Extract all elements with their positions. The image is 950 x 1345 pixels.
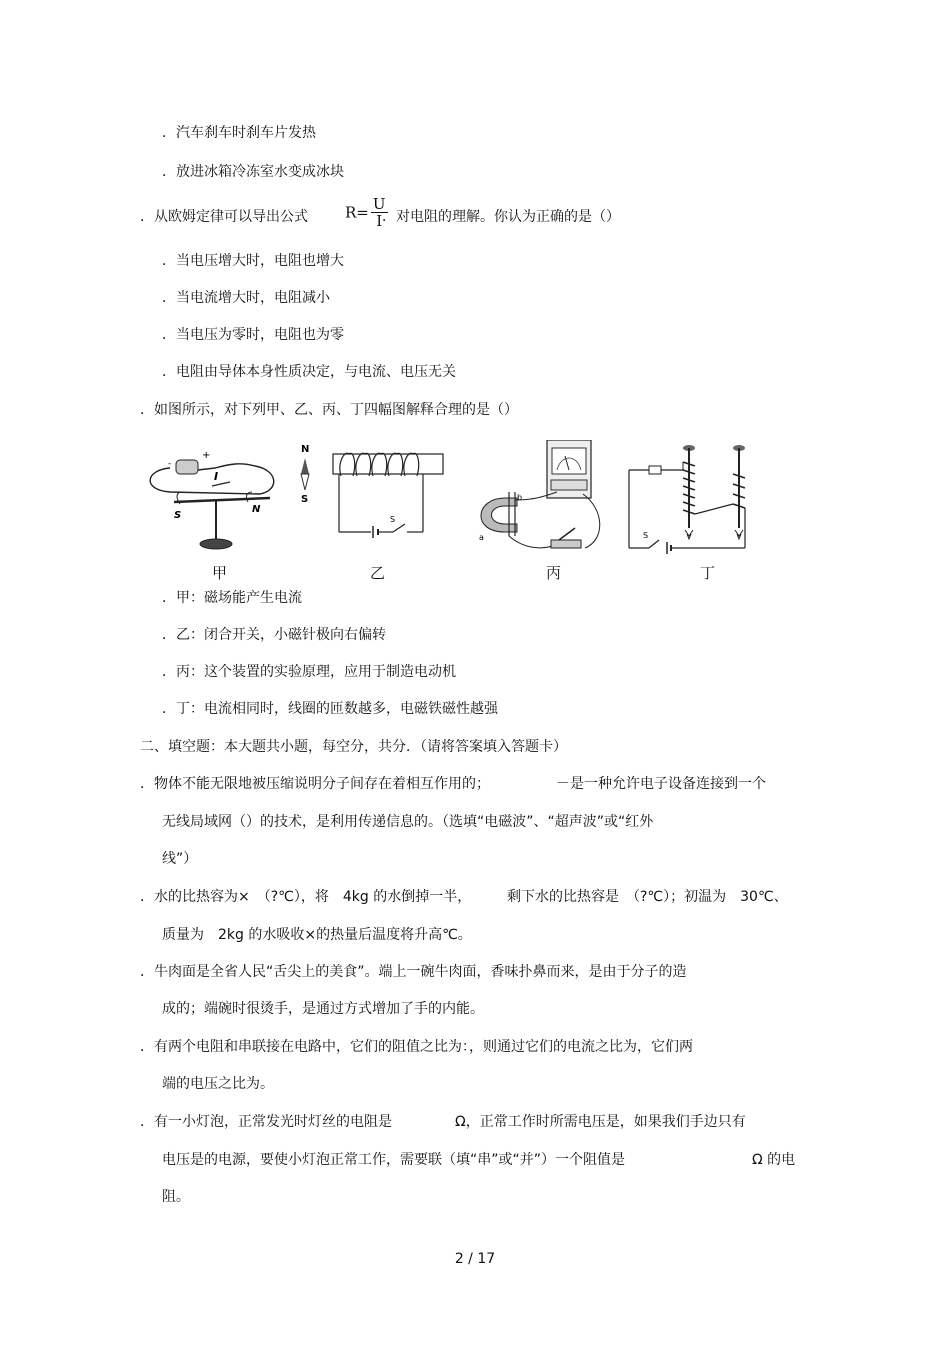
fill-4-line-2: 端的电压之比为。 bbox=[162, 1076, 274, 1092]
fill-2-line-2: 质量为 2kg 的水吸收×的热量后温度将升高℃。 bbox=[162, 927, 472, 943]
pole-s: S bbox=[174, 510, 182, 521]
formula-lhs: R= bbox=[345, 203, 369, 222]
current-label: I bbox=[214, 470, 219, 483]
caption-bing: 丙 bbox=[546, 564, 562, 582]
fill-5-line-1a: ．有一小灯泡，正常发光时灯丝的电阻是 bbox=[140, 1114, 392, 1130]
switch-s-yi: S bbox=[390, 515, 396, 524]
pole-n: N bbox=[252, 504, 261, 515]
battery-minus: - bbox=[168, 459, 172, 469]
fill-5-line-2a: 电压是的电源，要使小灯泡正常工作，需要联（填“串”或“并”）一个阻值是 bbox=[162, 1152, 626, 1168]
option-ohm-2: ．当电流增大时，电阻减小 bbox=[162, 290, 330, 306]
label-b: b bbox=[517, 493, 523, 502]
option-fig-1: ．甲：磁场能产生电流 bbox=[162, 590, 302, 606]
option-a3: ．汽车刹车时刹车片发热 bbox=[162, 125, 316, 141]
fill-5-line-3: 阻。 bbox=[162, 1189, 190, 1205]
option-fig-3: ．丙：这个装置的实验原理，应用于制造电动机 bbox=[162, 664, 456, 680]
caption-ding: 丁 bbox=[700, 564, 716, 582]
fill-1-line-1b: －是一种允许电子设备连接到一个 bbox=[556, 776, 766, 792]
fill-4-line-1: ．有两个电阻和串联接在电路中，它们的阻值之比为：，则通过它们的电流之比为，它们两 bbox=[140, 1039, 693, 1055]
fill-1-line-3: 线”） bbox=[162, 851, 198, 867]
option-ohm-3: ．当电压为零时，电阻也为零 bbox=[162, 327, 344, 343]
figure-ding bbox=[625, 440, 760, 565]
question-ohm-prefix: ．从欧姆定律可以导出公式 bbox=[140, 209, 308, 225]
option-fig-4: ．丁：电流相同时，线圈的匝数越多，电磁铁磁性越强 bbox=[162, 701, 498, 717]
formula-denominator: I bbox=[376, 212, 383, 230]
question-ohm-suffix: ．对电阻的理解。你认为正确的是（） bbox=[382, 209, 620, 225]
option-fig-2: ．乙：闭合开关，小磁针极向右偏转 bbox=[162, 627, 386, 643]
figure-row bbox=[140, 440, 760, 590]
option-a4: ．放进冰箱冷冻室水变成冰块 bbox=[162, 164, 344, 180]
page-number: 2 / 17 bbox=[454, 1251, 496, 1267]
figure-jia bbox=[140, 440, 280, 560]
formula-numerator: U bbox=[372, 195, 386, 213]
fill-5-line-2b: Ω 的电 bbox=[752, 1152, 796, 1168]
switch-s-ding: S bbox=[643, 531, 649, 540]
fill-2-line-1b: 剩下水的比热容是 （?℃）；初温为 30℃、 bbox=[507, 889, 788, 905]
fill-3-line-2: 成的；端碗时很烫手，是通过方式增加了手的内能。 bbox=[162, 1001, 484, 1017]
figure-yi bbox=[295, 440, 455, 560]
fill-3-line-1: ．牛肉面是全省人民“舌尖上的美食”。端上一碗牛肉面，香味扑鼻而来，是由于分子的造 bbox=[140, 964, 687, 980]
figure-bing bbox=[465, 440, 615, 565]
fill-1-line-2: 无线局域网（）的技术，是利用传递信息的。（选填“电磁波”、“超声波”或“红外 bbox=[162, 814, 654, 830]
fill-5-line-1b: Ω，正常工作时所需电压是，如果我们手边只有 bbox=[455, 1114, 746, 1130]
fill-1-line-1a: ．物体不能无限地被压缩说明分子间存在着相互作用的； bbox=[140, 776, 490, 792]
needle-s: S bbox=[301, 494, 309, 505]
caption-jia: 甲 bbox=[212, 564, 228, 582]
option-ohm-4: ．电阻由导体本身性质决定，与电流、电压无关 bbox=[162, 364, 456, 380]
caption-yi: 乙 bbox=[370, 564, 386, 582]
option-ohm-1: ．当电压增大时，电阻也增大 bbox=[162, 253, 344, 269]
needle-n: N bbox=[301, 444, 310, 455]
section-heading: 二、填空题：本大题共小题，每空分，共分．（请将答案填入答题卡） bbox=[140, 739, 567, 755]
label-a: a bbox=[479, 533, 484, 542]
question-figures-stem: ．如图所示，对下列甲、乙、丙、丁四幅图解释合理的是（） bbox=[140, 402, 518, 418]
fill-2-line-1a: ．水的比热容为× （?℃），将 4kg 的水倒掉一半， bbox=[140, 889, 472, 905]
battery-plus: + bbox=[202, 450, 211, 461]
